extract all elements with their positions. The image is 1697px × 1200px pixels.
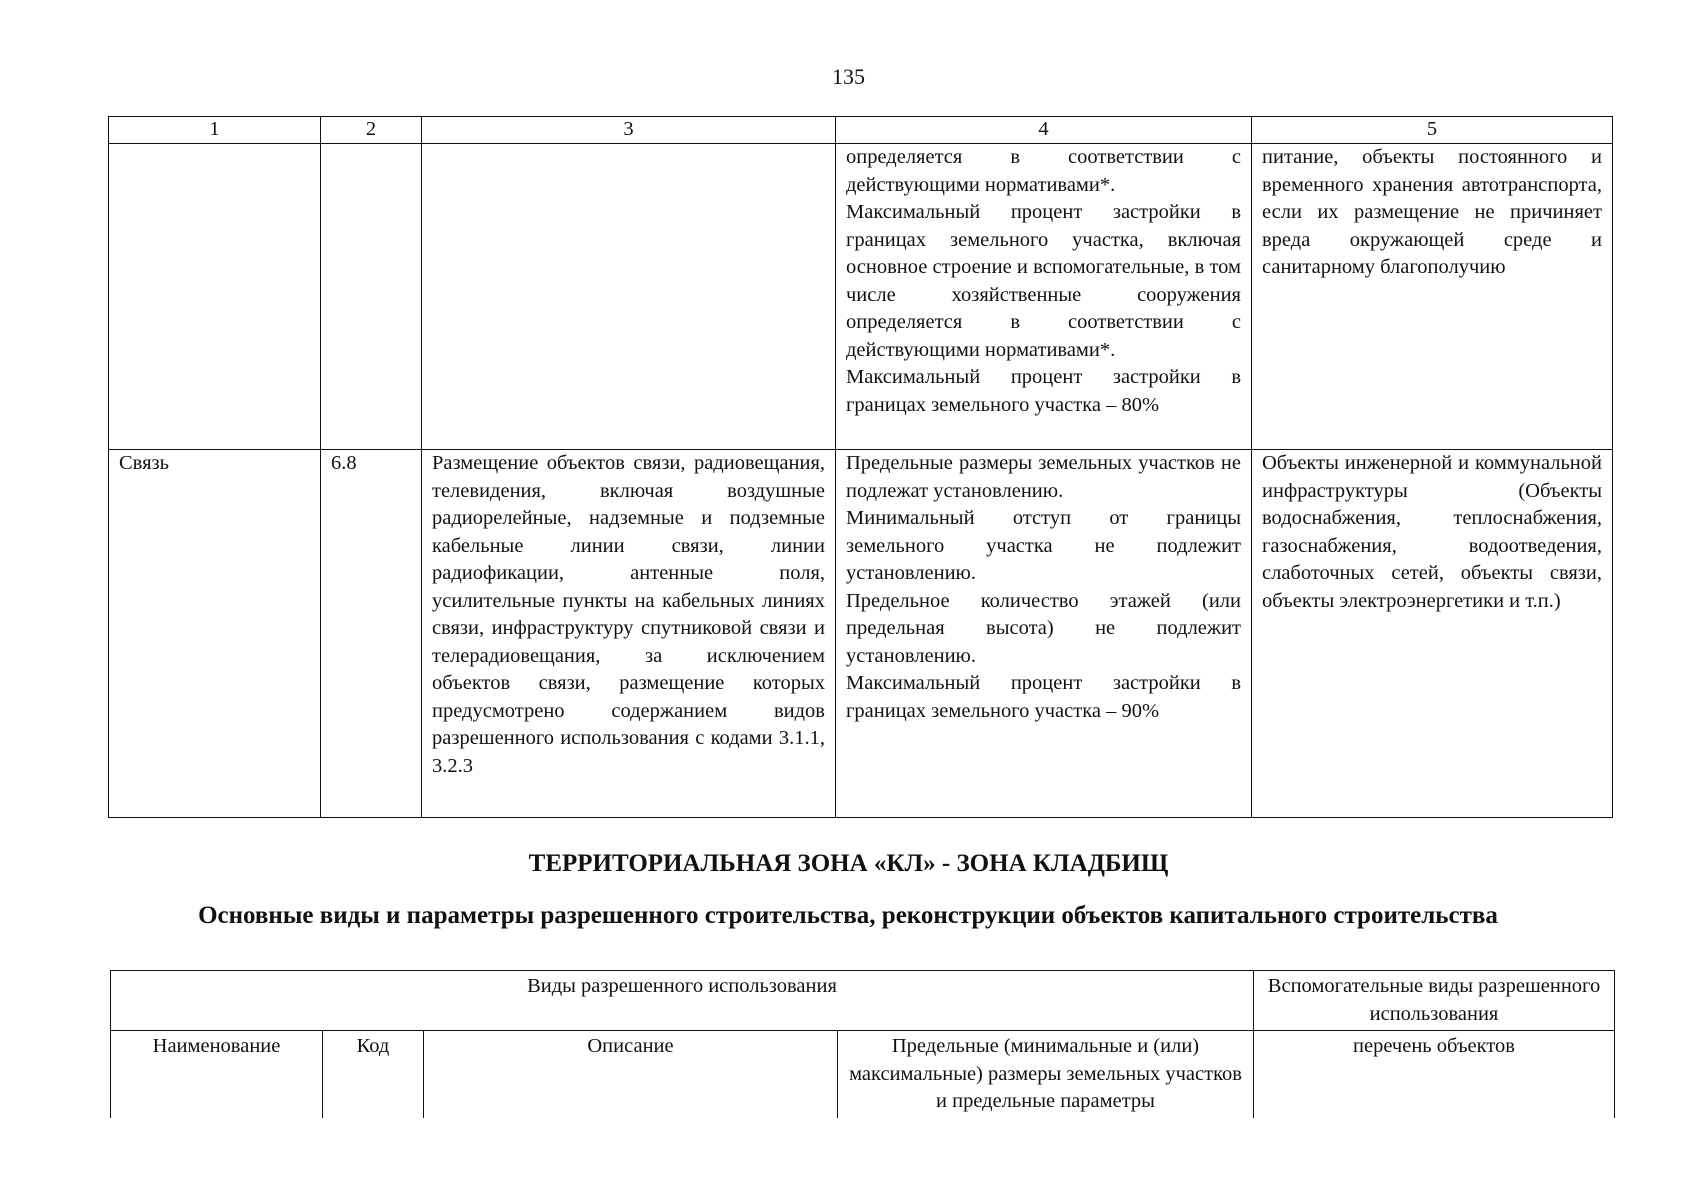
column-header-description: Описание	[424, 1031, 838, 1118]
land-use-table-header	[110, 970, 1615, 1118]
parameter-line: Минимальный отступ от границы земельного участка не подлежит установлению.	[846, 507, 1241, 584]
auxiliary-uses-header: Вспомогательные виды разрешенного использования	[1254, 971, 1615, 1031]
table-group-header-row	[111, 971, 1615, 1031]
page-number: 135	[832, 64, 865, 89]
land-use-table-continued	[108, 116, 1613, 818]
zone-title: ТЕРРИТОРИАЛЬНАЯ ЗОНА «КЛ» - ЗОНА КЛАДБИЩ	[528, 850, 1169, 877]
column-number: 5	[1252, 117, 1613, 144]
permitted-uses-header: Виды разрешенного использования	[111, 971, 1254, 1031]
parameters-cell	[836, 144, 1252, 450]
parameter-line: Максимальный процент застройки в границах земельного участка – 80%	[846, 366, 1241, 416]
parameters-cell	[836, 450, 1252, 818]
parameter-line: Предельные размеры земельных участков не подлежат установлению.	[846, 452, 1241, 502]
use-code-cell	[321, 144, 422, 450]
parameter-line: определяется в соответствии с действующими нормативами*.	[846, 146, 1241, 196]
use-code-cell: 6.8	[321, 450, 422, 818]
column-number: 1	[109, 117, 321, 144]
column-number: 3	[422, 117, 836, 144]
column-header-name: Наименование	[111, 1031, 323, 1118]
table-column-header-row	[111, 1031, 1615, 1118]
column-number: 2	[321, 117, 422, 144]
column-number-row	[109, 117, 1613, 144]
parameter-line: Максимальный процент застройки в границах земельного участка, включая основное строение и вспомогательные, в том числе хозяйственные сооружения определяется в соответствии с действующими нормативами*.	[846, 201, 1241, 361]
auxiliary-uses-cell: питание, объекты постоянного и временного хранения автотранспорта, если их размещение не причиняет вреда окружающей среде и санитарному благополучию	[1252, 144, 1613, 450]
auxiliary-uses-cell: Объекты инженерной и коммунальной инфраструктуры (Объекты водоснабжения, теплоснабжения, газоснабжения, водоотведения, слаботочных сетей, объекты связи, объекты электроэнергетики и т.п.)	[1252, 450, 1613, 818]
column-number: 4	[836, 117, 1252, 144]
table-row	[109, 144, 1613, 450]
use-description-cell	[422, 144, 836, 450]
section-title: Основные виды и параметры разрешенного строительства, реконструкции объектов капитального строительства	[198, 902, 1498, 929]
column-header-code: Код	[323, 1031, 424, 1118]
use-name-cell	[109, 144, 321, 450]
table-row	[109, 450, 1613, 818]
column-header-parameters: Предельные (минимальные и (или) максимальные) размеры земельных участков и предельные параметры	[838, 1031, 1254, 1118]
parameter-line: Предельное количество этажей (или предельная высота) не подлежит установлению.	[846, 589, 1241, 667]
parameter-line: Максимальный процент застройки в границах земельного участка – 90%	[846, 672, 1241, 722]
column-header-objects-list: перечень объектов	[1254, 1031, 1615, 1118]
use-description-cell: Размещение объектов связи, радиовещания, телевидения, включая воздушные радиорелейные, надземные и подземные кабельные линии связи, линии радиофикации, антенные поля, усилительные пункты на кабельных линиях связи, инфраструктуру спутниковой связи и телерадиовещания, за исключением объектов связи, размещение которых предусмотрено содержанием видов разрешенного использования с кодами 3.1.1, 3.2.3	[422, 450, 836, 818]
use-name-cell: Связь	[109, 450, 321, 818]
